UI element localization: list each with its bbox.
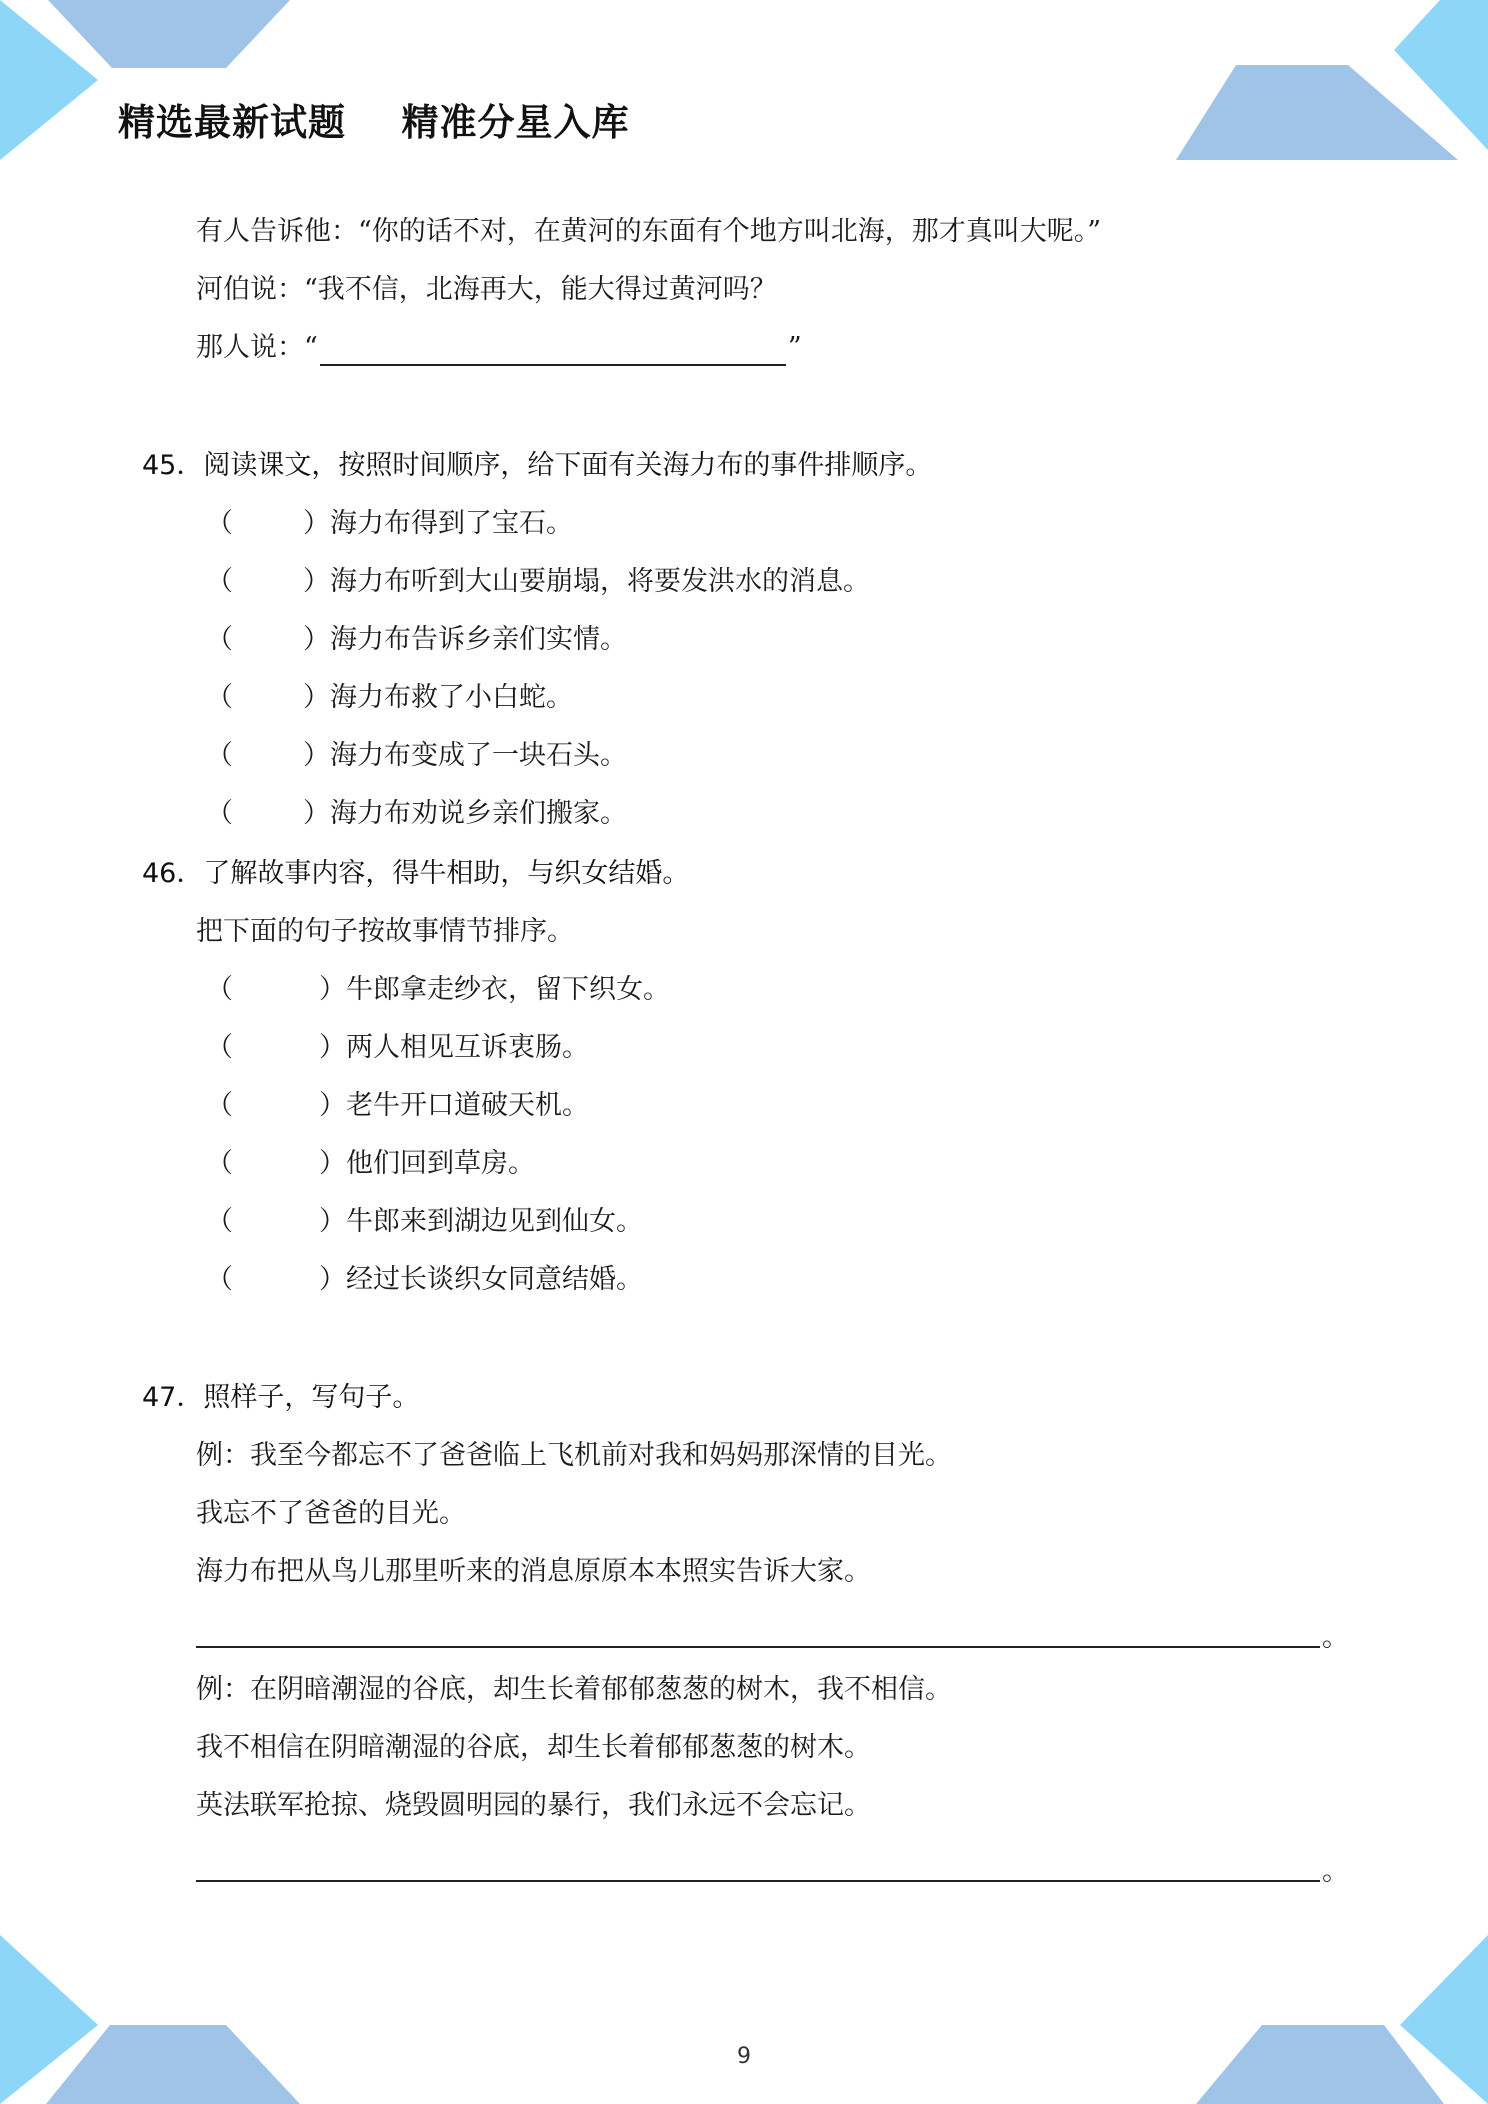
paren-close: ） xyxy=(319,1148,346,1179)
paren-open: （ xyxy=(206,1264,233,1295)
paren-open: （ xyxy=(206,974,233,1005)
example-line: 我不相信在阴暗潮湿的谷底，却生长着郁郁葱葱的树木。 xyxy=(196,1732,871,1763)
paren-open: （ xyxy=(206,508,233,539)
story-fill-suffix: ” xyxy=(787,332,802,363)
example-line: 我忘不了爸爸的目光。 xyxy=(196,1498,466,1529)
q45-item xyxy=(206,622,627,658)
page-number: 9 xyxy=(737,2044,751,2069)
paren-open: （ xyxy=(206,798,233,829)
item-text: 海力布告诉乡亲们实情。 xyxy=(330,624,627,655)
paren-close: ） xyxy=(303,740,330,771)
item-text: 海力布变成了一块石头。 xyxy=(330,740,627,771)
answer-line-end: 。 xyxy=(1322,1856,1349,1887)
paren-close: ） xyxy=(303,624,330,655)
paren-open: （ xyxy=(206,566,233,597)
paren-close: ） xyxy=(319,1264,346,1295)
paren-close: ） xyxy=(303,508,330,539)
question-number: 46． xyxy=(142,858,204,889)
q45-item xyxy=(206,564,870,600)
q46-item xyxy=(206,1146,535,1182)
question-prompt: 了解故事内容，得牛相助，与织女结婚。 xyxy=(203,858,690,889)
question-45-heading xyxy=(142,448,932,484)
paren-open: （ xyxy=(206,1206,233,1237)
header-title: 精选最新试题 精准分星入库 xyxy=(118,101,630,144)
q46-item xyxy=(206,1030,589,1066)
item-text: 海力布听到大山要崩塌，将要发洪水的消息。 xyxy=(330,566,870,597)
item-text: 他们回到草房。 xyxy=(346,1148,535,1179)
answer-line-end: 。 xyxy=(1322,1622,1349,1653)
exercise-sentence: 海力布把从鸟儿那里听来的消息原原本本照实告诉大家。 xyxy=(196,1556,871,1587)
q46-item xyxy=(206,1088,589,1124)
example-line: 例：在阴暗潮湿的谷底，却生长着郁郁葱葱的树木，我不相信。 xyxy=(196,1674,952,1705)
paren-open: （ xyxy=(206,624,233,655)
paren-open: （ xyxy=(206,1090,233,1121)
item-text: 海力布救了小白蛇。 xyxy=(330,682,573,713)
paren-open: （ xyxy=(206,682,233,713)
answer-line[interactable] xyxy=(196,1880,1320,1882)
story-line: 有人告诉他：“你的话不对，在黄河的东面有个地方叫北海，那才真叫大呢。” xyxy=(196,216,1102,247)
q46-item xyxy=(206,972,670,1008)
answer-blank[interactable] xyxy=(320,336,786,366)
item-text: 牛郎拿走纱衣，留下织女。 xyxy=(346,974,670,1005)
item-text: 经过长谈织女同意结婚。 xyxy=(346,1264,643,1295)
deco-top-right-trapezoid xyxy=(1176,65,1458,160)
story-fill-line xyxy=(196,330,802,366)
paren-open: （ xyxy=(206,740,233,771)
item-text: 两人相见互诉衷肠。 xyxy=(346,1032,589,1063)
item-text: 海力布得到了宝石。 xyxy=(330,508,573,539)
q46-item xyxy=(206,1262,643,1298)
question-number: 45． xyxy=(142,450,204,481)
question-prompt: 照样子，写句子。 xyxy=(203,1382,420,1413)
question-prompt: 阅读课文，按照时间顺序，给下面有关海力布的事件排顺序。 xyxy=(203,450,933,481)
question-46-heading xyxy=(142,856,689,892)
answer-line[interactable] xyxy=(196,1646,1320,1648)
paren-close: ） xyxy=(319,1090,346,1121)
paren-close: ） xyxy=(319,1206,346,1237)
q45-item xyxy=(206,738,627,774)
paren-open: （ xyxy=(206,1148,233,1179)
paren-close: ） xyxy=(303,682,330,713)
paren-open: （ xyxy=(206,1032,233,1063)
deco-top-left-trapezoid xyxy=(48,0,290,68)
item-text: 老牛开口道破天机。 xyxy=(346,1090,589,1121)
story-line: 河伯说：“我不信，北海再大，能大得过黄河吗？ xyxy=(196,274,777,305)
example-line: 例：我至今都忘不了爸爸临上飞机前对我和妈妈那深情的目光。 xyxy=(196,1440,952,1471)
q46-item xyxy=(206,1204,643,1240)
question-number: 47． xyxy=(142,1382,204,1413)
item-text: 海力布劝说乡亲们搬家。 xyxy=(330,798,627,829)
q45-item xyxy=(206,680,573,716)
item-text: 牛郎来到湖边见到仙女。 xyxy=(346,1206,643,1237)
q45-item xyxy=(206,506,573,542)
exercise-sentence: 英法联军抢掠、烧毁圆明园的暴行，我们永远不会忘记。 xyxy=(196,1790,871,1821)
q46-sub-prompt: 把下面的句子按故事情节排序。 xyxy=(196,916,574,947)
story-fill-prefix: 那人说：“ xyxy=(196,332,318,363)
q45-item xyxy=(206,796,627,832)
paren-close: ） xyxy=(303,566,330,597)
paren-close: ） xyxy=(319,974,346,1005)
question-47-heading xyxy=(142,1380,419,1416)
paren-close: ） xyxy=(319,1032,346,1063)
paren-close: ） xyxy=(303,798,330,829)
